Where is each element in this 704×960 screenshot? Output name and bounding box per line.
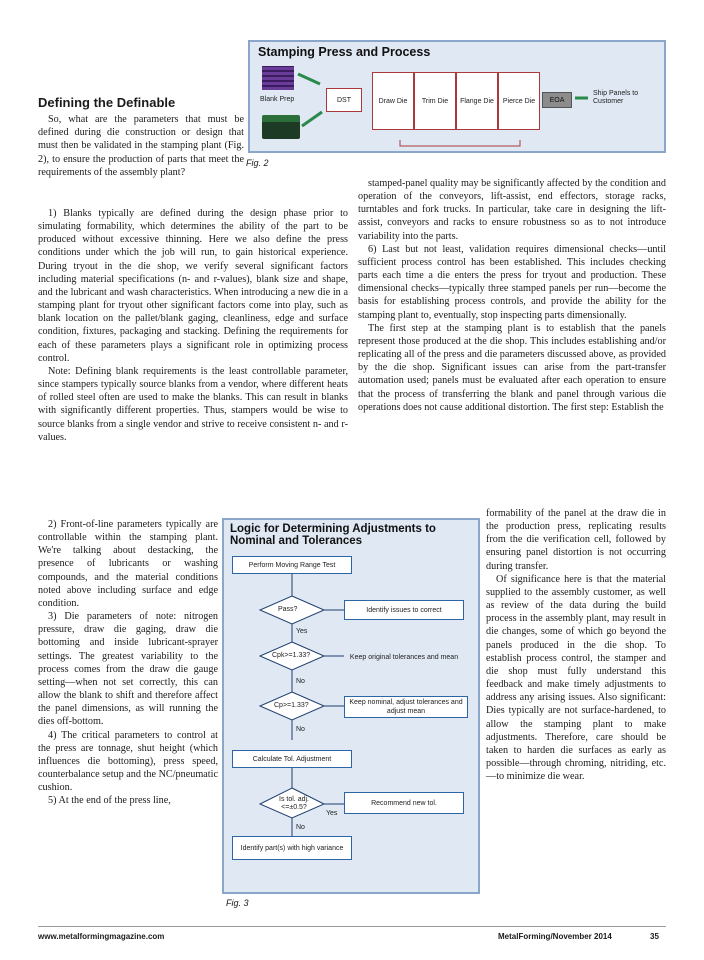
paragraph-blanks: 1) Blanks typically are defined during the design phase prior to simulating formability, which determines the ability of the part to be produced without excessive thinning. Here we also define the press conditions under which the job will run, to gain historical experience. During tryout in the die shop, we verify several significant factors including material specifications (n- and r-values), blank size and shape, and the lubricant and wash characteristics. When introducing a new die in a stamping plant for tryout other significant factors come into play, such as blank location on the pallet/blank gaging, cleanliness, edge and surface condition, fixtures, packaging and stacking. Defining the requirements for each of these parameters plays a significant role in optimizing process control. [38, 208, 348, 364]
flow-start-box: Perform Moving Range Test [232, 556, 352, 574]
figure-2-title: Stamping Press and Process [258, 45, 431, 59]
left-column-bottom [38, 518, 218, 807]
result-identify-issues: Identify issues to correct [344, 600, 464, 620]
paragraph-formability: formability of the panel at the draw die in the production press, replicating results from the die verification cell, followed by ensuring panel distortion is not occurring during transfer. [486, 508, 666, 572]
decision-cpk: Cpk>=1.33? [272, 652, 311, 659]
figure-3-panel [222, 518, 480, 894]
no-label-3: No [296, 824, 305, 831]
right-column-bottom [486, 507, 666, 783]
yes-label-1: Yes [296, 628, 308, 635]
dst-box: DST [326, 88, 362, 112]
flow-calc-box: Calculate Tol. Adjustment [232, 750, 352, 768]
decision-tol: Is tol. adj. <=±0.5? [279, 796, 309, 811]
paragraph-die-parameters: 3) Die parameters of note: nitrogen pressure, draw die gaging, draw die bottoming and inside lubricant-sprayer settings. The greatest variability to the process comes from the draw die gauge setting—when not set correctly, this can allow the blank to shift and therefore affect the panel dimensions, as will running the dies off-bottom. [38, 611, 218, 728]
paragraph-validation: 6) Last but not least, validation requires dimensional checks—until sufficient process control has been established. This includes checking parts each time a die enters the press for tryout and production. These dimensional checks—typically three stamped panels per run—become the basis for establishing process controls, and provide the ability for the stamping plant to, eventually, stop inspecting parts dimensionally. [358, 243, 666, 321]
paragraph-front-of-line: 2) Front-of-line parameters typically are controllable within the stamping plant. We're talking about destacking, the presence of lubricants or washing compounds, and the material conditions noted above including surface and edge condition. [38, 519, 218, 609]
left-column-top [38, 96, 244, 179]
paragraph-press-parameters: 4) The critical parameters to control at the press are tonnage, shut height (which influences die bottoming), press speed, counterbalance setup and the NC/pneumatic cushion. [38, 729, 218, 794]
flow-end-box: Identify part(s) with high variance [232, 836, 352, 860]
die-flange-box: Flange Die [456, 72, 498, 130]
decision-cp: Cp>=1.33? [274, 702, 309, 709]
die-pierce-box: Pierce Die [498, 72, 540, 130]
decision-pass: Pass? [278, 606, 298, 613]
result-keep-original: Keep original tolerances and mean [349, 653, 459, 661]
ship-panels-label: Ship Panels to Customer [593, 90, 639, 105]
paragraph-first-step: The first step at the stamping plant is to establish that the panels represent those produced at the die shop. This includes establishing and/or replicating all of the press and die parameters discussed above, as provided by the die shop. Significant issues can arise from the part-transfer automation used; panels must be evaluated after each operation to ensure that the process of transferring the blank and panel through various die operations does not cause additional distortion. The first step: Establish the [358, 322, 666, 413]
die-trim-box: Trim Die [414, 72, 456, 130]
figure-2-caption: Fig. 2 [246, 158, 269, 168]
figure-3-title: Logic for Determining Adjustments to Nominal and Tolerances [230, 523, 436, 547]
footer-issue: MetalForming/November 2014 [498, 932, 612, 941]
footer-website: www.metalformingmagazine.com [38, 932, 165, 941]
result-recommend: Recommend new tol. [344, 792, 464, 814]
figure-3-caption: Fig. 3 [226, 898, 249, 908]
page-number: 35 [650, 932, 659, 941]
yes-label-2: Yes [326, 810, 338, 817]
result-keep-nominal: Keep nominal, adjust tolerances and adjust mean [344, 696, 468, 718]
section-heading: Defining the Definable [38, 95, 176, 110]
intro-paragraph: So, what are the parameters that must be defined during die construction or design that must then be validated in the stamping plant (Fig. 2), to ensure the production of parts that meet the requirements of the assembly plant? [38, 114, 244, 178]
blank-prep-label: Blank Prep [260, 96, 295, 103]
left-column-middle [38, 207, 348, 444]
die-draw-box: Draw Die [372, 72, 414, 130]
footer-rule [38, 926, 666, 927]
no-label-1: No [296, 678, 305, 685]
paragraph-end-of-line: 5) At the end of the press line, [48, 795, 171, 807]
paragraph-significance: Of significance here is that the material supplied to the assembly customer, as well as review of the data during the build process in the assembly plant, may result in die changes, some of which go beyond the panels produced in the die shop. To establish process control, the stamper and die shop must fully understand this feedback and make timely adjustments to address any arising issues. Also significant: Dies typically are not surface-hardened, to allow the stamping plant to make adjustments. Therefore, care should be taken to harden die surfaces as early as possible—through chroming, nitriding, etc.—to minimize die wear. [486, 573, 666, 783]
paragraph-conveyors: stamped-panel quality may be significantly affected by the condition and operation of the conveyors, lift-assist, end effectors, storage racks, turntables and fork trucks. In particular, take care in designing the lift-assist, conveyors and racks to ensure robustness so as to not introduce variability into the parts. [358, 178, 666, 242]
paragraph-note: Note: Defining blank requirements is the least controllable parameter, since stampers typically source blanks from a vendor, where different heats of rolled steel often are used to make the blanks. This can result in blanks with significantly different properties. Thus, stampers would be wise to source blanks from a single vendor and strive to receive consistent n- and r-values. [38, 365, 348, 443]
right-column-top [358, 177, 666, 414]
eoa-box: EOA [542, 92, 572, 108]
no-label-2: No [296, 726, 305, 733]
figure-2-panel [248, 40, 666, 153]
